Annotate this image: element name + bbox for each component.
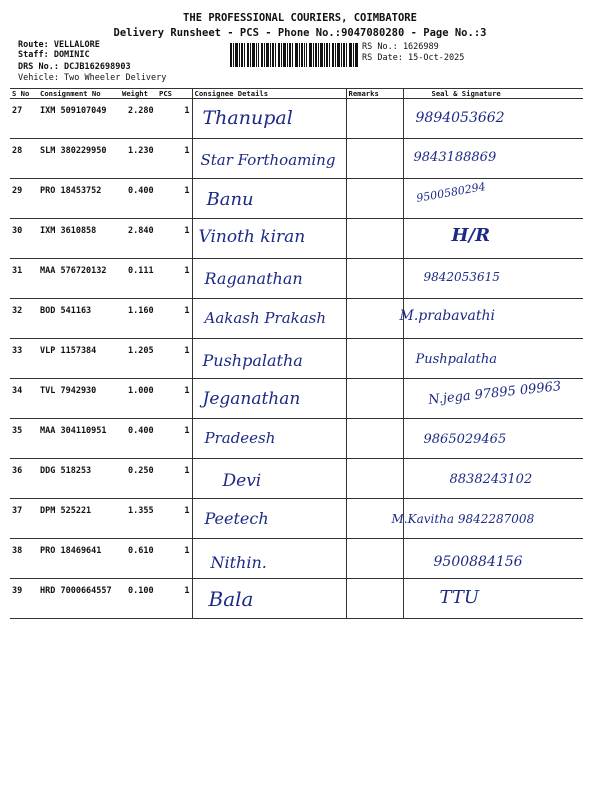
consignee-handwriting: Bala	[208, 587, 254, 611]
consignment-number: SLM 380229950	[38, 139, 122, 179]
pcs-value: 1	[157, 299, 192, 339]
table-row	[10, 99, 583, 139]
consignment-number: HRD 7000664557	[38, 579, 122, 619]
rs-date: RS Date: 15-Oct-2025	[362, 53, 465, 63]
consignee-handwriting: Devi	[222, 471, 262, 491]
signature-handwriting: H/R	[451, 225, 491, 246]
serial-number: 39	[10, 579, 38, 619]
signature-handwriting: TTU	[439, 587, 480, 608]
weight-value: 0.111	[122, 259, 157, 299]
signature-handwriting: M.Kavitha 9842287008	[391, 512, 535, 526]
weight-value: 0.400	[122, 179, 157, 219]
col-seal-header: Seal & Signature	[403, 89, 583, 99]
remarks-cell	[346, 339, 403, 379]
pcs-value: 1	[157, 179, 192, 219]
signature-handwriting: 8838243102	[449, 472, 533, 487]
pcs-value: 1	[157, 219, 192, 259]
consignee-handwriting: Peetech	[204, 509, 269, 528]
pcs-value: 1	[157, 339, 192, 379]
consignment-number: MAA 304110951	[38, 419, 122, 459]
consignee-handwriting: Thanupal	[202, 107, 293, 129]
staff-label: Staff: DOMINIC	[18, 50, 90, 60]
weight-value: 1.205	[122, 339, 157, 379]
serial-number: 30	[10, 219, 38, 259]
weight-value: 2.280	[122, 99, 157, 139]
signature-handwriting: 9500884156	[433, 554, 523, 570]
consignee-handwriting: Vinoth kiran	[198, 227, 306, 247]
table-row	[10, 539, 583, 579]
consignee-handwriting: Pushpalatha	[202, 351, 303, 370]
remarks-cell	[346, 419, 403, 459]
weight-value: 2.840	[122, 219, 157, 259]
consignment-number: PRO 18469641	[38, 539, 122, 579]
consignment-number: BOD 541163	[38, 299, 122, 339]
document-title: THE PROFESSIONAL COURIERS, COIMBATORE	[183, 12, 417, 24]
signature-handwriting: 9842053615	[423, 270, 500, 284]
col-consignment-header: Consignment No	[38, 89, 122, 99]
vehicle-label: Vehicle: Two Wheeler Delivery	[18, 73, 167, 83]
table-row	[10, 259, 583, 299]
consignment-number: TVL 7942930	[38, 379, 122, 419]
signature-handwriting: M.prabavathi	[399, 308, 495, 324]
consignee-handwriting: Jeganathan	[202, 389, 301, 409]
weight-value: 1.000	[122, 379, 157, 419]
signature-handwriting: 9894053662	[415, 110, 505, 126]
pcs-value: 1	[157, 259, 192, 299]
consignee-handwriting: Raganathan	[204, 269, 303, 288]
remarks-cell	[346, 539, 403, 579]
pcs-value: 1	[157, 139, 192, 179]
col-consignee-header: Consignee Details	[192, 89, 346, 99]
pcs-value: 1	[157, 499, 192, 539]
serial-number: 35	[10, 419, 38, 459]
consignment-number: DPM 525221	[38, 499, 122, 539]
serial-number: 37	[10, 499, 38, 539]
consignment-number: IXM 509107049	[38, 99, 122, 139]
signature-handwriting: 9843188869	[413, 150, 497, 165]
weight-value: 0.610	[122, 539, 157, 579]
consignment-number: VLP 1157384	[38, 339, 122, 379]
table-row	[10, 139, 583, 179]
pcs-value: 1	[157, 419, 192, 459]
barcode	[230, 43, 358, 67]
remarks-cell	[346, 579, 403, 619]
serial-number: 38	[10, 539, 38, 579]
remarks-cell	[346, 139, 403, 179]
remarks-cell	[346, 219, 403, 259]
weight-value: 1.230	[122, 139, 157, 179]
table-row	[10, 419, 583, 459]
table-row	[10, 379, 583, 419]
document-subtitle: Delivery Runsheet - PCS - Phone No.:9047080280 - Page No.:3	[113, 27, 487, 39]
remarks-cell	[346, 179, 403, 219]
table-row	[10, 579, 583, 619]
consignee-handwriting: Aakash Prakash	[204, 309, 327, 327]
consignment-number: MAA 576720132	[38, 259, 122, 299]
remarks-cell	[346, 379, 403, 419]
consignee-handwriting: Banu	[206, 189, 254, 210]
col-remarks-header: Remarks	[346, 89, 403, 99]
runsheet-table	[10, 88, 583, 619]
weight-value: 0.400	[122, 419, 157, 459]
pcs-value: 1	[157, 539, 192, 579]
pcs-value: 1	[157, 99, 192, 139]
serial-number: 29	[10, 179, 38, 219]
weight-value: 0.100	[122, 579, 157, 619]
col-weight-header: Weight	[122, 89, 157, 99]
table-row	[10, 459, 583, 499]
signature-handwriting: 9500580294	[414, 180, 487, 205]
consignment-number: PRO 18453752	[38, 179, 122, 219]
pcs-value: 1	[157, 579, 192, 619]
pcs-value: 1	[157, 459, 192, 499]
weight-value: 0.250	[122, 459, 157, 499]
route-label: Route: VELLALORE	[18, 40, 100, 50]
serial-number: 33	[10, 339, 38, 379]
signature-handwriting: 9865029465	[423, 432, 507, 447]
remarks-cell	[346, 99, 403, 139]
rs-number: RS No.: 1626989	[362, 42, 439, 52]
remarks-cell	[346, 259, 403, 299]
consignee-handwriting: Star Forthoaming	[200, 151, 336, 169]
pcs-value: 1	[157, 379, 192, 419]
table-row	[10, 339, 583, 379]
serial-number: 27	[10, 99, 38, 139]
table-row	[10, 219, 583, 259]
table-row	[10, 179, 583, 219]
signature-handwriting: Pushpalatha	[415, 352, 497, 367]
weight-value: 1.355	[122, 499, 157, 539]
signature-handwriting: N.jega 97895 09963	[427, 379, 562, 408]
serial-number: 31	[10, 259, 38, 299]
serial-number: 32	[10, 299, 38, 339]
serial-number: 34	[10, 379, 38, 419]
weight-value: 1.160	[122, 299, 157, 339]
serial-number: 28	[10, 139, 38, 179]
consignee-handwriting: Nithin.	[210, 553, 267, 572]
table-row	[10, 299, 583, 339]
remarks-cell	[346, 459, 403, 499]
consignee-handwriting: Pradeesh	[204, 429, 276, 447]
remarks-cell	[346, 299, 403, 339]
serial-number: 36	[10, 459, 38, 499]
table-header-row	[10, 89, 583, 99]
col-sno-header: S No	[10, 89, 38, 99]
consignment-number: DDG 518253	[38, 459, 122, 499]
consignment-number: IXM 3610858	[38, 219, 122, 259]
col-pcs-header: PCS	[157, 89, 192, 99]
table-row	[10, 499, 583, 539]
drs-number: DRS No.: DCJB162698903	[18, 62, 131, 72]
